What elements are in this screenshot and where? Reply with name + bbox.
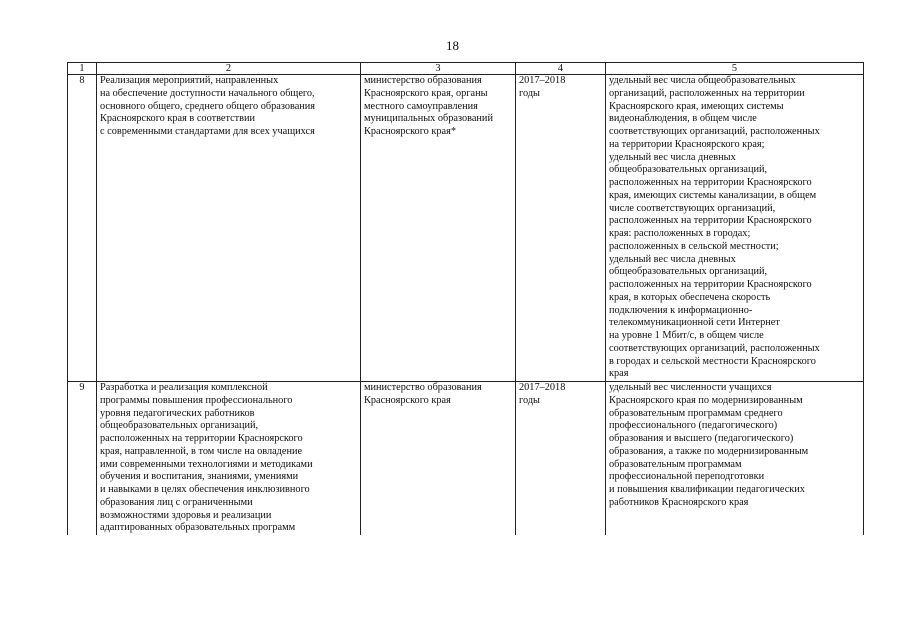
text-line: образования, а также по модернизированным xyxy=(609,445,809,457)
text-line: ими современными технологиями и методиками xyxy=(100,458,313,470)
text-line: края: расположенных в городах; xyxy=(609,228,751,239)
indicators-cell xyxy=(606,382,864,536)
text-line: 2017–2018 xyxy=(519,382,566,393)
text-line: министерство образования xyxy=(364,75,482,86)
column-header-5: 5 xyxy=(606,63,864,75)
text-line: расположенных на территории Красноярского xyxy=(609,177,812,188)
text-line: образовательным программам среднего xyxy=(609,407,783,419)
row-number: 8 xyxy=(68,75,97,382)
text-line: на уровне 1 Мбит/с, в общем числе xyxy=(609,330,764,341)
text-line: образования и высшего (педагогического) xyxy=(609,433,794,444)
text-line: работников Красноярского края xyxy=(609,496,749,508)
text-line: подключения к информационно- xyxy=(609,304,753,316)
text-line: общеобразовательных организаций, xyxy=(100,420,259,432)
text-line: Красноярского края в соответствии xyxy=(100,113,256,125)
text-line: основного общего, среднего общего образования xyxy=(100,100,316,112)
text-line: в городах и сельской местности Красноярского xyxy=(609,355,816,367)
text-line: края, направленной, в том числе на овладение xyxy=(100,445,303,457)
text-line: видеонаблюдения, в общем числе xyxy=(609,113,757,125)
text-line: удельный вес числа общеобразовательных xyxy=(609,75,796,86)
text-line: 2017–2018 xyxy=(519,75,566,86)
text-line: профессиональной переподготовки xyxy=(609,471,765,483)
measure-cell xyxy=(97,382,361,536)
text-line: Реализация мероприятий, направленных xyxy=(100,75,279,86)
text-line: Красноярского края* xyxy=(364,126,456,137)
column-header-4: 4 xyxy=(516,63,606,75)
text-line: расположенных на территории Красноярского xyxy=(609,279,812,290)
column-number-header xyxy=(68,63,864,75)
text-line: телекоммуникационной сети Интернет xyxy=(609,317,780,329)
text-line: с современными стандартами для всех учащихся xyxy=(100,126,315,137)
text-line: министерство образования xyxy=(364,382,482,393)
text-line: годы xyxy=(519,87,540,99)
text-line: Красноярского края, органы xyxy=(364,87,488,99)
text-line: обучения и воспитания, знаниями, умениями xyxy=(100,471,299,483)
text-line: Красноярского края, имеющих системы xyxy=(609,100,784,112)
text-line: удельный вес числа дневных xyxy=(609,151,736,163)
measure-cell xyxy=(97,75,361,382)
text-line: Красноярского края xyxy=(364,394,451,406)
table-row xyxy=(68,382,864,536)
text-line: расположенных на территории Красноярского xyxy=(100,433,303,444)
text-line: числе соответствующих организаций, xyxy=(609,202,776,214)
text-line: муниципальных образований xyxy=(364,113,493,125)
table-row xyxy=(68,75,864,382)
text-line: образовательным программам xyxy=(609,458,742,470)
text-line: и навыками в целях обеспечения инклюзивного xyxy=(100,484,310,495)
column-header-1: 1 xyxy=(68,63,97,75)
text-line: общеобразовательных организаций, xyxy=(609,266,768,278)
text-line: возможностями здоровья и реализации xyxy=(100,509,272,521)
row-number: 9 xyxy=(68,382,97,536)
text-line: организаций, расположенных на территории xyxy=(609,87,805,99)
text-line: расположенных на территории Красноярского xyxy=(609,215,812,227)
text-line: на территории Красноярского края; xyxy=(609,138,765,150)
page-number: 18 xyxy=(446,38,459,53)
period-cell xyxy=(516,75,606,382)
text-line: адаптированных образовательных программ xyxy=(100,522,296,534)
text-line: годы xyxy=(519,394,540,406)
period-cell xyxy=(516,382,606,536)
indicators-cell xyxy=(606,75,864,382)
text-line: общеобразовательных организаций, xyxy=(609,164,768,176)
text-line: программы повышения профессионального xyxy=(100,394,293,406)
text-line: края, в которых обеспечена скорость xyxy=(609,291,771,303)
column-header-2: 2 xyxy=(97,63,361,75)
column-header-3: 3 xyxy=(361,63,516,75)
text-line: Красноярского края по модернизированным xyxy=(609,394,803,406)
text-line: образования лиц с ограниченными xyxy=(100,496,253,508)
text-line: края xyxy=(609,368,629,380)
text-line: края, имеющих системы канализации, в общем xyxy=(609,189,817,201)
text-line: удельный вес числа дневных xyxy=(609,253,736,265)
text-line: расположенных в сельской местности; xyxy=(609,240,779,252)
text-line: профессионального (педагогического) xyxy=(609,420,778,432)
text-line: на обеспечение доступности начального общего, xyxy=(100,87,315,99)
text-line: соответствующих организаций, расположенных xyxy=(609,342,820,354)
text-line: удельный вес численности учащихся xyxy=(609,382,772,393)
text-line: и повышения квалификации педагогических xyxy=(609,484,805,495)
text-line: Разработка и реализация комплексной xyxy=(100,382,268,393)
text-line: местного самоуправления xyxy=(364,100,478,112)
text-line: уровня педагогических работников xyxy=(100,407,255,419)
executor-cell xyxy=(361,75,516,382)
executor-cell xyxy=(361,382,516,536)
measures-table xyxy=(67,62,864,535)
text-line: соответствующих организаций, расположенных xyxy=(609,126,820,137)
